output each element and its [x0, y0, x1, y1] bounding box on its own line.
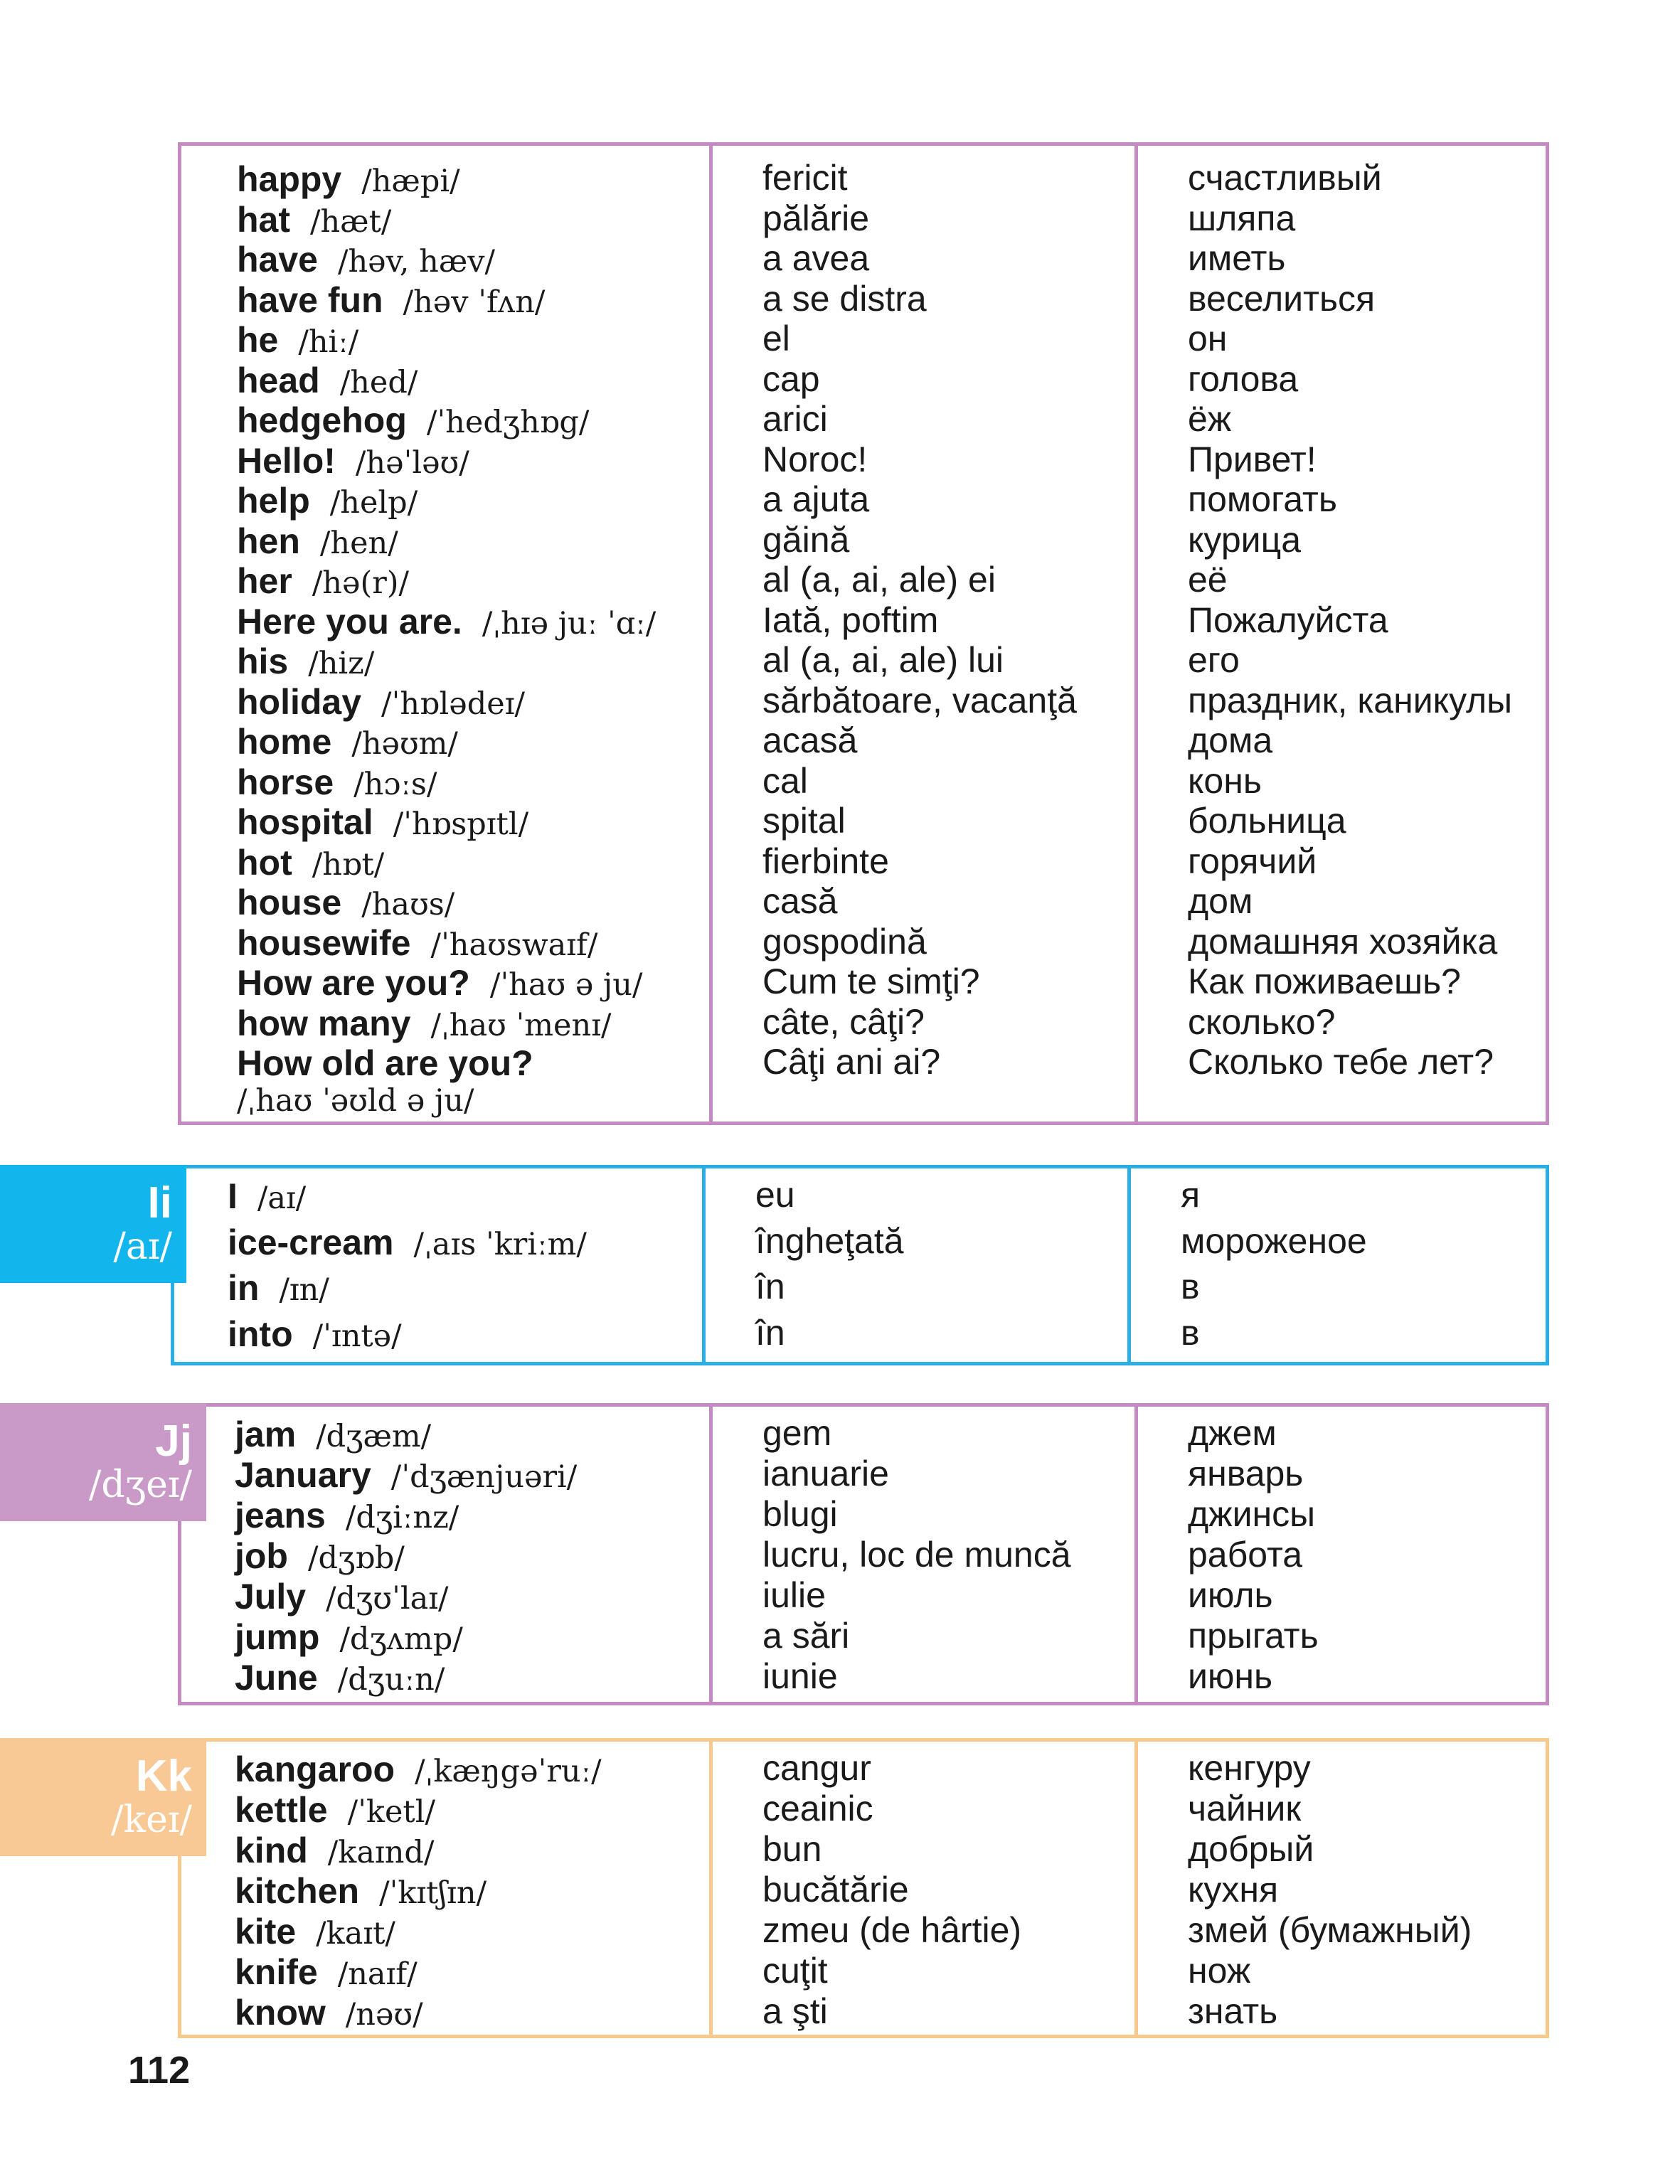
headword: Here you are. [237, 601, 462, 641]
entry-russian: ёж [1188, 399, 1232, 439]
romanian-column [709, 1742, 1134, 2035]
transcription: /dʒɒb/ [307, 1540, 405, 1576]
entry-russian: добрый [1188, 1829, 1314, 1869]
entry-romanian: eu [755, 1175, 795, 1215]
entry-russian: иметь [1188, 238, 1286, 278]
entry-romanian: spital [762, 801, 846, 841]
entry-english [174, 1314, 702, 1355]
entry-romanian: a ajuta [762, 479, 870, 519]
entry-russian: работа [1188, 1535, 1303, 1575]
entry-romanian: a sări [762, 1616, 850, 1656]
headword: hospital [237, 802, 373, 842]
headword: in [228, 1268, 260, 1308]
entry-english [181, 1083, 709, 1119]
entry-romanian: a avea [762, 238, 870, 278]
entry-english [181, 1657, 709, 1698]
entry-romanian: blugi [762, 1494, 838, 1534]
transcription: /dʒiːnz/ [345, 1500, 459, 1535]
transcription: /naɪf/ [337, 1956, 418, 1992]
entry-english [181, 1616, 709, 1658]
entry-romanian: bucătărie [762, 1870, 909, 1909]
entry-romanian: cal [762, 760, 808, 801]
transcription: /hɔːs/ [353, 766, 437, 802]
headword: have fun [237, 279, 383, 320]
entry-english [181, 1454, 709, 1496]
transcription: /hæpi/ [361, 164, 460, 199]
transcription: /dʒʊˈlaɪ/ [326, 1581, 449, 1616]
headword: Hello! [237, 440, 336, 481]
transcription: /ˈhaʊ ə ju/ [489, 967, 643, 1003]
entry-romanian: gem [762, 1413, 832, 1453]
entry-russian: знать [1188, 1991, 1278, 2031]
transcription: /dʒʌmp/ [339, 1621, 463, 1657]
entry-russian: кенгуру [1188, 1748, 1311, 1788]
headword: know [235, 1993, 326, 2033]
transcription: /kaɪt/ [316, 1916, 395, 1951]
entry-romanian: al (a, ai, ale) lui [762, 640, 1004, 680]
headword: knife [235, 1952, 318, 1992]
entry-romanian: casă [762, 881, 838, 921]
entry-romanian: a se distra [762, 278, 927, 319]
headword: kitchen [235, 1871, 360, 1911]
entry-russian: курица [1188, 519, 1302, 560]
transcription: /ˌhaʊ ˈmenɪ/ [430, 1007, 612, 1043]
entry-russian: конь [1188, 760, 1262, 801]
entry-russian: джинсы [1188, 1494, 1316, 1534]
letter-tab-k [0, 1738, 206, 1856]
entry-russian: шляпа [1188, 198, 1296, 238]
entry-russian: нож [1188, 1951, 1251, 1991]
headword: hot [237, 842, 292, 883]
entry-english [181, 1870, 709, 1912]
transcription: /ˈhedʒhɒg/ [426, 405, 590, 440]
entry-russian: в [1181, 1312, 1200, 1353]
entry-english [181, 801, 709, 843]
entry-english [181, 1911, 709, 1952]
entry-russian: веселиться [1188, 278, 1376, 319]
entry-english [181, 762, 709, 803]
entry-romanian: Iată, poftim [762, 600, 939, 640]
entry-russian: январь [1188, 1454, 1304, 1493]
entry-russian: чайник [1188, 1789, 1302, 1828]
letter-sound: /keɪ/ [111, 1798, 192, 1841]
transcription: /help/ [329, 485, 418, 521]
entry-english [181, 1495, 709, 1536]
english-column [174, 1168, 702, 1362]
headword: kettle [235, 1790, 328, 1830]
headword: June [235, 1658, 318, 1698]
entry-english [181, 1749, 709, 1790]
transcription: /ˌhɪə juː ˈɑː/ [482, 605, 656, 641]
headword: hat [237, 199, 290, 240]
headword: horse [237, 762, 334, 802]
entry-russian: он [1188, 319, 1228, 358]
headword: how many [237, 1003, 411, 1043]
romanian-column [702, 1168, 1127, 1362]
letter-tab-j [0, 1403, 206, 1521]
entry-english [181, 1003, 709, 1044]
section-i [171, 1165, 1549, 1365]
entry-romanian: în [755, 1267, 785, 1306]
entry-english [181, 1789, 709, 1831]
entry-russian: в [1181, 1267, 1200, 1306]
entry-russian: сколько? [1188, 1001, 1336, 1042]
entry-english [181, 1951, 709, 1993]
transcription: /ˌaɪs ˈkriːm/ [413, 1226, 587, 1262]
entry-english [181, 521, 709, 562]
russian-column [1127, 1168, 1546, 1362]
headword: July [235, 1577, 307, 1616]
headword: How are you? [237, 963, 470, 1003]
entry-english [181, 601, 709, 642]
entry-romanian: fierbinte [762, 841, 889, 881]
entry-romanian: Cum te simţi? [762, 962, 980, 1001]
headword: jeans [235, 1496, 326, 1535]
entry-romanian: ianuarie [762, 1454, 889, 1493]
entry-romanian: Noroc! [762, 439, 868, 479]
transcription: /hed/ [339, 364, 418, 400]
entry-russian: джем [1188, 1413, 1277, 1453]
headword: jump [235, 1617, 320, 1657]
entry-english [181, 721, 709, 762]
entry-russian: больница [1188, 801, 1346, 841]
entry-english [181, 319, 709, 361]
transcription: /ˈdʒænjuəri/ [390, 1459, 578, 1495]
transcription: /dʒuːn/ [337, 1662, 445, 1698]
entry-english [181, 159, 709, 200]
russian-column [1134, 146, 1546, 1122]
entry-romanian: iulie [762, 1575, 826, 1615]
section-k [178, 1738, 1549, 2038]
entry-romanian: arici [762, 399, 828, 439]
entry-english [181, 1535, 709, 1577]
entry-russian: горячий [1188, 841, 1317, 881]
letter-sound: /dʒeɪ/ [88, 1463, 192, 1506]
transcription: /ˌhaʊ ˈəʊld ə ju/ [237, 1082, 474, 1119]
transcription: /həv ˈfʌn/ [403, 284, 546, 320]
headword: housewife [237, 922, 411, 963]
transcription: /nəʊ/ [345, 1997, 423, 2033]
entry-english [181, 1414, 709, 1455]
entry-english [181, 1576, 709, 1617]
entry-russian: змей (бумажный) [1188, 1910, 1472, 1950]
headword: her [237, 561, 292, 601]
entry-russian: счастливый [1188, 158, 1382, 198]
entry-russian: июнь [1188, 1656, 1273, 1696]
entry-english [181, 641, 709, 682]
entry-english [174, 1176, 702, 1217]
transcription: /kaɪnd/ [327, 1835, 435, 1870]
entry-romanian: Câţi ani ai? [762, 1042, 941, 1082]
entry-russian: июль [1188, 1575, 1273, 1615]
entry-russian: праздник, каникулы [1188, 680, 1513, 720]
transcription: /dʒæm/ [316, 1419, 432, 1454]
entry-russian: Сколько тебе лет? [1188, 1042, 1494, 1082]
entry-russian: дом [1188, 881, 1253, 921]
entry-romanian: câte, câţi? [762, 1001, 925, 1042]
entry-romanian: fericit [762, 158, 848, 198]
entry-english [181, 842, 709, 883]
headword: help [237, 481, 310, 521]
entry-english [181, 199, 709, 240]
entry-romanian: acasă [762, 720, 858, 760]
headword: How old are you? [237, 1043, 533, 1083]
transcription: /ˈhɒspɪtl/ [393, 806, 529, 842]
transcription: /ˈketl/ [347, 1794, 435, 1830]
letter-pair: Kk [135, 1751, 192, 1801]
entry-romanian: zmeu (de hârtie) [762, 1910, 1022, 1950]
entry-english [181, 681, 709, 723]
entry-romanian: el [762, 319, 790, 358]
headword: home [237, 722, 332, 762]
entry-romanian: iunie [762, 1656, 838, 1696]
entry-romanian: bun [762, 1829, 822, 1869]
letter-pair: Jj [155, 1416, 192, 1466]
entry-english [181, 239, 709, 280]
romanian-column [709, 1407, 1134, 1702]
headword: his [237, 641, 289, 681]
entry-english [181, 922, 709, 964]
entry-romanian: îngheţată [755, 1220, 904, 1261]
entry-english [181, 1992, 709, 2033]
transcription: /ˈɪntə/ [312, 1318, 402, 1354]
headword: I [228, 1176, 238, 1216]
entry-romanian: sărbătoare, vacanţă [762, 680, 1077, 720]
entry-russian: кухня [1188, 1870, 1279, 1909]
english-column [181, 1742, 709, 2035]
entry-russian: дома [1188, 720, 1273, 760]
entry-russian: Как поживаешь? [1188, 962, 1461, 1001]
transcription: /aɪ/ [257, 1181, 307, 1216]
english-column [181, 146, 709, 1122]
entry-romanian: cuţit [762, 1951, 828, 1991]
transcription: /ˌkæŋgəˈruː/ [415, 1754, 602, 1789]
entry-romanian: cangur [762, 1748, 871, 1788]
headword: into [228, 1314, 293, 1354]
headword: hen [237, 521, 300, 561]
entry-russian: помогать [1188, 479, 1337, 519]
entry-russian: Пожалуйста [1188, 600, 1388, 640]
entry-english [181, 440, 709, 481]
entry-english [181, 560, 709, 602]
transcription: /həv, hæv/ [337, 244, 496, 279]
entry-english [181, 400, 709, 441]
transcription: /haʊs/ [361, 887, 455, 922]
entry-english [181, 882, 709, 923]
transcription: /ɪn/ [279, 1272, 329, 1308]
entry-english [174, 1222, 702, 1263]
entry-english [181, 279, 709, 321]
transcription: /həʊm/ [351, 726, 458, 762]
transcription: /hə(r)/ [312, 565, 410, 601]
entry-russian: голова [1188, 358, 1299, 399]
russian-column [1134, 1407, 1546, 1702]
transcription: /ˈhaʊswaɪf/ [430, 927, 598, 963]
entry-romanian: găină [762, 519, 850, 560]
entry-russian: Привет! [1188, 439, 1317, 479]
headword: kind [235, 1831, 308, 1870]
headword: house [237, 883, 342, 922]
entry-romanian: gospodină [762, 921, 927, 962]
headword: kite [235, 1912, 297, 1951]
transcription: /ˈhɒlədeɪ/ [381, 686, 525, 722]
transcription: /hæt/ [310, 203, 392, 240]
headword: ice-cream [228, 1222, 394, 1262]
entry-english [181, 480, 709, 521]
entry-romanian: cap [762, 358, 820, 399]
headword: job [235, 1536, 288, 1576]
transcription: /hɒt/ [312, 846, 385, 883]
transcription: /həˈləʊ/ [355, 444, 469, 481]
entry-english [174, 1267, 702, 1309]
entry-romanian: lucru, loc de muncă [762, 1535, 1071, 1575]
headword: January [235, 1455, 371, 1495]
entry-english [181, 1043, 709, 1084]
entry-english [181, 360, 709, 401]
entry-russian: мороженое [1181, 1220, 1367, 1261]
headword: jam [235, 1415, 297, 1454]
headword: head [237, 360, 320, 400]
entry-russian: её [1188, 560, 1228, 600]
entry-english [181, 962, 709, 1003]
entry-english [181, 1830, 709, 1871]
english-column [181, 1407, 709, 1702]
transcription: /ˈkɪtʃɪn/ [379, 1875, 487, 1911]
entry-romanian: în [755, 1312, 785, 1353]
section-j [178, 1403, 1549, 1705]
entry-russian: я [1181, 1175, 1201, 1215]
headword: he [237, 320, 279, 360]
entry-romanian: pălărie [762, 198, 870, 238]
section-h [178, 142, 1549, 1125]
romanian-column [709, 146, 1134, 1122]
page-number: 112 [128, 2049, 191, 2092]
russian-column [1134, 1742, 1546, 2035]
transcription: /hiz/ [308, 646, 375, 681]
transcription: /hiː/ [298, 324, 359, 360]
letter-tab-i [0, 1165, 186, 1283]
entry-russian: домашняя хозяйка [1188, 921, 1498, 962]
headword: hedgehog [237, 400, 407, 440]
entry-russian: его [1188, 640, 1240, 680]
headword: kangaroo [235, 1749, 395, 1789]
entry-romanian: ceainic [762, 1789, 873, 1828]
entry-russian: прыгать [1188, 1616, 1319, 1656]
letter-pair: Ii [147, 1178, 172, 1227]
headword: have [237, 240, 318, 279]
headword: happy [237, 159, 342, 199]
headword: holiday [237, 681, 362, 722]
letter-sound: /aɪ/ [113, 1225, 172, 1268]
entry-romanian: al (a, ai, ale) ei [762, 560, 996, 600]
entry-romanian: a şti [762, 1991, 828, 2031]
transcription: /hen/ [319, 525, 398, 561]
